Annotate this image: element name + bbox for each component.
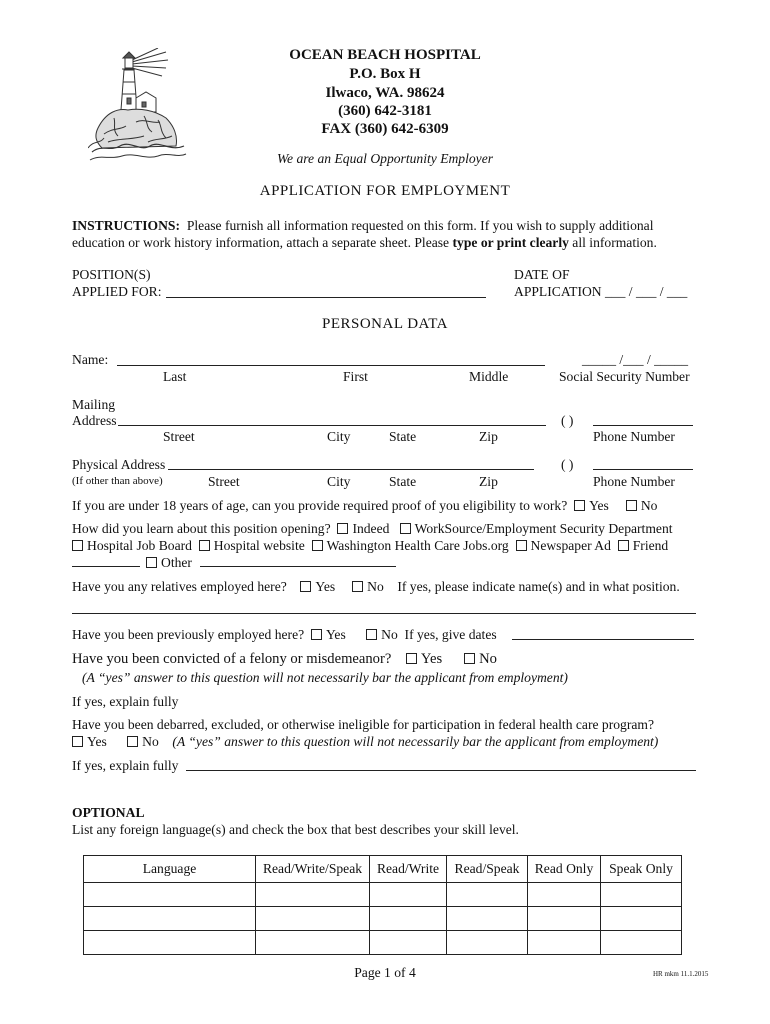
rws-cell[interactable] (256, 907, 370, 931)
rws-cell[interactable] (256, 931, 370, 955)
relatives-no-label: No (367, 579, 384, 594)
col-speak-only: Speak Only (601, 856, 682, 883)
physical-street-caption: Street (208, 474, 240, 489)
mailing-state-caption: State (389, 429, 417, 444)
name-first-caption: First (343, 369, 368, 384)
worksource-label: WorkSource/Employment Security Department (414, 521, 673, 536)
position-field[interactable] (166, 297, 486, 298)
language-table (83, 855, 682, 955)
personal-data-heading: PERSONAL DATA (321, 316, 448, 332)
debarred-no-label: No (142, 734, 159, 749)
mailing-city-caption: City (327, 429, 351, 444)
debarred-note: (A “yes” answer to this question will not necessarily bar the applicant from employment) (172, 734, 659, 749)
felony-yes-checkbox[interactable] (406, 653, 417, 664)
under18-question (72, 499, 657, 513)
name-last-caption: Last (163, 369, 187, 384)
friend-label: Friend (632, 538, 669, 553)
relatives-yes-label: Yes (315, 579, 336, 594)
indeed-checkbox[interactable] (337, 523, 348, 534)
prev-yes-checkbox[interactable] (311, 629, 322, 640)
instructions-text-1: Please furnish all information requested on this form. If you wish to supply additional (186, 218, 654, 233)
language-table-header (84, 856, 682, 883)
physical-note: (If other than above) (72, 475, 163, 487)
prev-no-label: No (381, 627, 398, 642)
website-label: Hospital website (213, 538, 305, 553)
instructions-line-2 (72, 236, 657, 250)
ro-cell[interactable] (528, 907, 601, 931)
debarred-explain-label: If yes, explain fully (72, 758, 179, 773)
ssn-caption: Social Security Number (559, 369, 690, 384)
instructions-text-2c: all information. (568, 235, 657, 250)
physical-label: Physical Address (72, 457, 166, 472)
so-cell[interactable] (601, 931, 682, 955)
whcj-label: Washington Health Care Jobs.org (326, 538, 509, 553)
prev-no-checkbox[interactable] (366, 629, 377, 640)
job-board-label: Hospital Job Board (87, 538, 192, 553)
debarred-yes-label: Yes (87, 734, 107, 749)
prev-followup: If yes, give dates (404, 627, 497, 642)
mailing-label-1: Mailing (72, 397, 116, 412)
rs-cell[interactable] (447, 883, 528, 907)
ro-cell[interactable] (528, 931, 601, 955)
table-row (84, 883, 682, 907)
name-middle-caption: Middle (469, 369, 509, 384)
other-field[interactable] (200, 566, 396, 567)
position-label-2: APPLIED FOR: (72, 284, 162, 299)
relatives-followup: If yes, please indicate name(s) and in what position. (397, 579, 680, 594)
debarred-no-checkbox[interactable] (127, 736, 138, 747)
physical-phone-caption: Phone Number (593, 474, 675, 489)
so-cell[interactable] (601, 907, 682, 931)
under18-no-label: No (640, 498, 658, 513)
instructions-emphasis: type or print clearly (452, 235, 569, 250)
hospital-name: OCEAN BEACH HOSPITAL (289, 47, 481, 63)
hospital-phone: (360) 642-3181 (338, 103, 432, 119)
debarred-question: Have you been debarred, excluded, or otherwise ineligible for participation in federal health care program? (72, 717, 655, 732)
prev-employed-text: Have you been previously employed here? (72, 627, 305, 642)
rw-cell[interactable] (370, 931, 447, 955)
worksource-checkbox[interactable] (400, 523, 411, 534)
rw-cell[interactable] (370, 883, 447, 907)
learn-blank-field[interactable] (72, 566, 140, 567)
under18-text: If you are under 18 years of age, can you provide required proof of you eligibility to work? (72, 498, 568, 513)
col-read-write: Read/Write (370, 856, 447, 883)
ssn-field[interactable]: _____ /___ / _____ (582, 352, 689, 367)
name-field[interactable] (117, 365, 545, 366)
table-row (84, 931, 682, 955)
debarred-yes-checkbox[interactable] (72, 736, 83, 747)
language-cell[interactable] (84, 907, 256, 931)
language-cell[interactable] (84, 883, 256, 907)
prev-dates-field[interactable] (512, 639, 694, 640)
felony-question (72, 652, 497, 667)
learn-question (72, 522, 673, 536)
felony-no-checkbox[interactable] (464, 653, 475, 664)
po-box: P.O. Box H (349, 66, 421, 82)
under18-yes-checkbox[interactable] (574, 500, 585, 511)
newspaper-label: Newspaper Ad (530, 538, 611, 553)
rs-cell[interactable] (447, 907, 528, 931)
physical-area-code: ( ) (561, 457, 574, 472)
name-label: Name: (72, 352, 109, 367)
website-checkbox[interactable] (199, 540, 210, 551)
physical-phone-field[interactable] (593, 469, 693, 470)
instructions-label: INSTRUCTIONS: (72, 218, 181, 233)
physical-zip-caption: Zip (479, 474, 498, 489)
felony-note: (A “yes” answer to this question will not necessarily bar the applicant from employment) (82, 670, 568, 685)
indeed-label: Indeed (352, 521, 390, 536)
optional-text: List any foreign language(s) and check the box that best describes your skill level. (72, 822, 519, 837)
physical-city-caption: City (327, 474, 351, 489)
mailing-street-caption: Street (163, 429, 195, 444)
under18-no-checkbox[interactable] (626, 500, 637, 511)
language-cell[interactable] (84, 931, 256, 955)
felony-explain-label: If yes, explain fully (72, 694, 179, 709)
col-read-write-speak: Read/Write/Speak (256, 856, 370, 883)
form-code: HR mkm 11.1.2015 (653, 970, 709, 978)
mailing-zip-caption: Zip (479, 429, 498, 444)
prev-employed-question (72, 628, 497, 642)
rs-cell[interactable] (447, 931, 528, 955)
eoe-statement: We are an Equal Opportunity Employer (276, 151, 494, 166)
prev-yes-label: Yes (325, 627, 346, 642)
felony-yes-label: Yes (420, 651, 443, 667)
mailing-phone-field[interactable] (593, 425, 693, 426)
col-language: Language (84, 856, 256, 883)
page-number: Page 1 of 4 (354, 965, 416, 980)
so-cell[interactable] (601, 883, 682, 907)
whcj-checkbox[interactable] (312, 540, 323, 551)
optional-heading: OPTIONAL (72, 805, 145, 820)
other-option (146, 556, 192, 570)
relatives-text: Have you any relatives employed here? (72, 579, 287, 594)
physical-address-field[interactable] (168, 469, 534, 470)
physical-state-caption: State (389, 474, 417, 489)
date-label-1: DATE OF (514, 267, 570, 282)
mailing-phone-caption: Phone Number (593, 429, 675, 444)
form-title: APPLICATION FOR EMPLOYMENT (259, 183, 511, 199)
debarred-answer-row (72, 735, 658, 749)
friend-checkbox[interactable] (618, 540, 629, 551)
learn-text: How did you learn about this position opening? (72, 521, 331, 536)
debarred-explain-field[interactable] (186, 770, 696, 771)
mailing-label-2: Address (72, 413, 117, 428)
learn-options-row (72, 539, 668, 553)
ro-cell[interactable] (528, 883, 601, 907)
mailing-address-field[interactable] (118, 425, 546, 426)
col-read-only: Read Only (528, 856, 601, 883)
table-row (84, 907, 682, 931)
rw-cell[interactable] (370, 907, 447, 931)
mailing-area-code: ( ) (561, 413, 574, 428)
other-checkbox[interactable] (146, 557, 157, 568)
felony-text: Have you been convicted of a felony or misdemeanor? (72, 651, 392, 667)
felony-no-label: No (479, 651, 497, 667)
date-of-application-field[interactable]: APPLICATION ___ / ___ / ___ (514, 284, 688, 299)
other-label: Other (161, 555, 192, 570)
hospital-city: Ilwaco, WA. 98624 (325, 85, 445, 101)
under18-yes-label: Yes (589, 498, 609, 513)
relatives-yes-checkbox[interactable] (300, 581, 311, 592)
job-board-checkbox[interactable] (72, 540, 83, 551)
instructions-line-1 (72, 219, 653, 233)
col-read-speak: Read/Speak (447, 856, 528, 883)
hospital-fax: FAX (360) 642-6309 (321, 121, 449, 137)
relatives-no-checkbox[interactable] (352, 581, 363, 592)
instructions-text-2a: education or work history information, attach a separate sheet. Please (72, 235, 453, 250)
relatives-question (72, 580, 680, 594)
position-label-1: POSITION(S) (72, 267, 151, 282)
relatives-field[interactable] (72, 613, 696, 614)
newspaper-checkbox[interactable] (516, 540, 527, 551)
rws-cell[interactable] (256, 883, 370, 907)
